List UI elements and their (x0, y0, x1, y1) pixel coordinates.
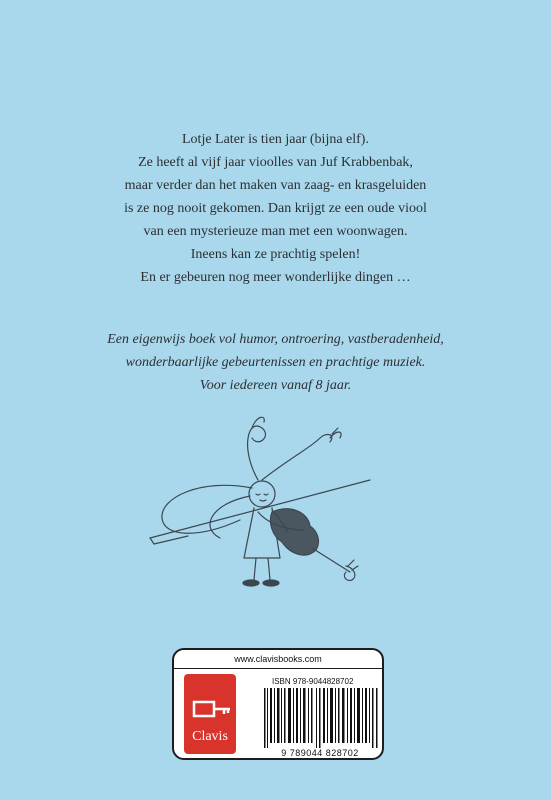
synopsis-line: Ze heeft al vijf jaar vioolles van Juf Krabbenbak, (138, 155, 413, 170)
synopsis-line: En er gebeuren nog meer wonderlijke dingen … (140, 270, 411, 285)
synopsis-line: Lotje Later is tien jaar (bijna elf). (182, 132, 369, 147)
barcode-panel (172, 648, 384, 760)
publisher-name: Clavis (192, 729, 228, 744)
tagline (0, 328, 551, 397)
synopsis-line: Ineens kan ze prachtig spelen! (190, 247, 361, 262)
synopsis-line: is ze nog nooit gekomen. Dan krijgt ze een oude viool (124, 201, 427, 216)
key-logo-icon (184, 674, 236, 754)
isbn-label: ISBN 978-9044828702 (272, 677, 354, 686)
tagline-line: wonderbaarlijke gebeurtenissen en prachtige muziek. (125, 355, 426, 370)
barcode-bars (264, 688, 380, 748)
synopsis (0, 128, 551, 289)
synopsis-line: maar verder dan het maken van zaag- en krasgeluiden (124, 178, 427, 193)
synopsis-line: van een mysterieuze man met een woonwagen. (143, 224, 408, 239)
barcode-digits: 9 789044 828702 (281, 748, 359, 758)
tagline-line: Een eigenwijs boek vol humor, ontroering, vastberadenheid, (107, 332, 444, 347)
divider (174, 668, 382, 669)
tagline-line: Voor iedereen vanaf 8 jaar. (199, 378, 352, 393)
girl-playing-violin-icon (140, 408, 380, 598)
publisher-url[interactable]: www.clavisbooks.com (234, 654, 322, 664)
